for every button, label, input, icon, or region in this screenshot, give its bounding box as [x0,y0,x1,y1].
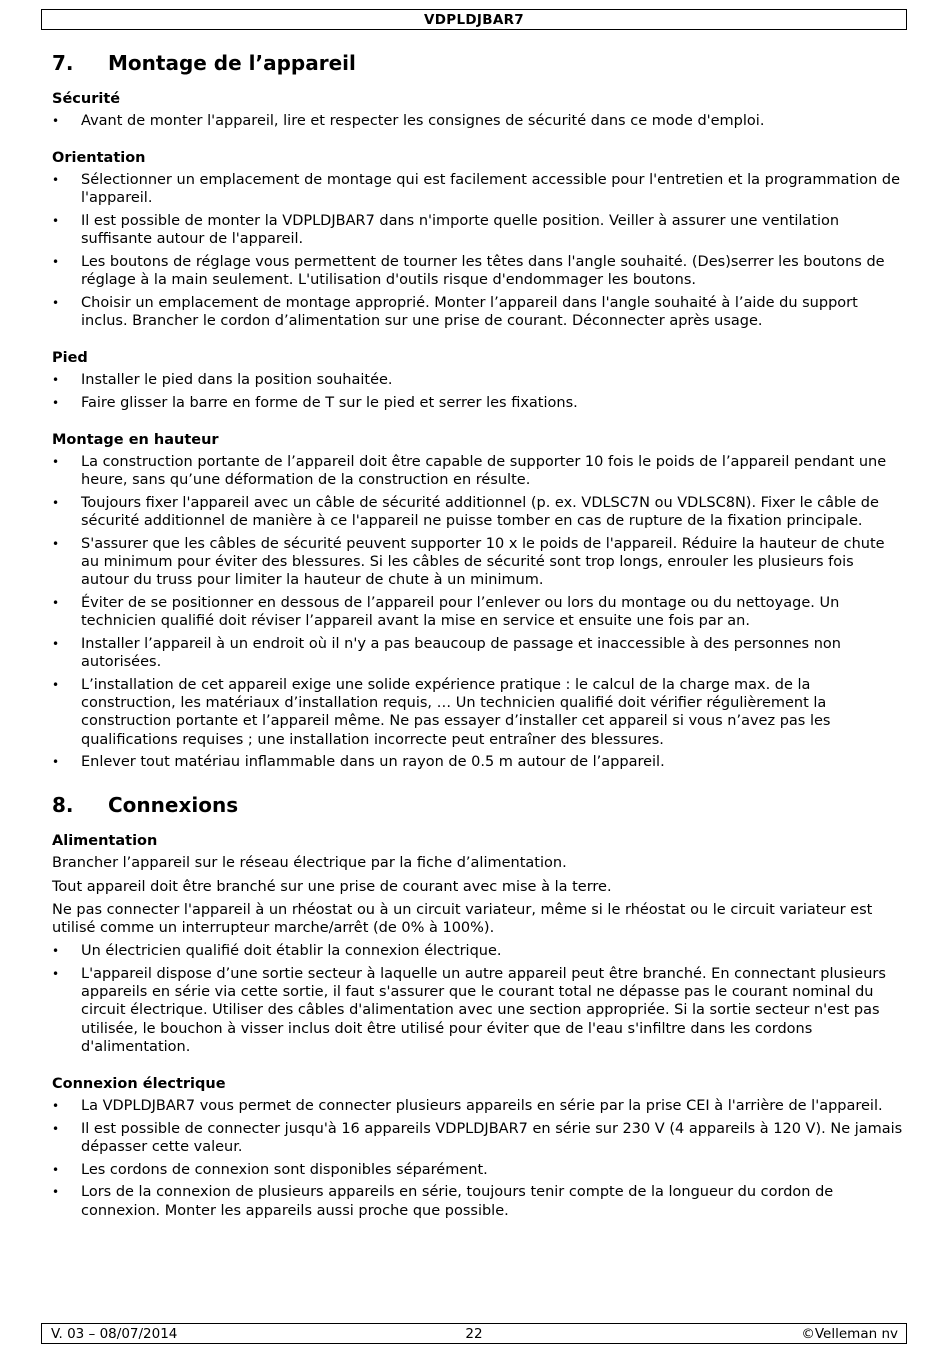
bullet-icon: • [52,967,60,981]
list-item [52,1161,904,1179]
page-header [41,9,907,30]
list-item [52,1183,904,1219]
bullet-icon: • [52,496,60,511]
list-item-text: Enlever tout matériau inflammable dans un rayon de 0.5 m autour de l’appareil. [81,754,665,771]
bullet-list [52,942,904,1056]
bullet-icon: • [52,255,60,270]
bullet-list [52,112,904,130]
bullet-icon: • [52,637,60,652]
list-item-text: Un électricien qualifié doit établir la connexion électrique. [81,943,502,960]
bullet-icon: • [52,677,60,692]
list-item [52,535,904,590]
list-item [52,253,904,289]
section-8-heading [52,790,904,820]
list-item-text: L'appareil dispose d’une sortie secteur à laquelle un autre appareil peut être branché. En connectant plusieurs appareils en série via cette sortie, il faut s'assurer que le courant total ne dépasse pas le courant nominal du circuit électrique. Utiliser des câbles d'alimentation avec une section appropriée. Si la sortie secteur n'est pas utilisée, le bouchon à visser inclus doit être utilisé pour éviter que de l'eau s'infiltre dans les cordons d'alimentation. [81,966,886,1055]
list-item [52,171,904,207]
list-item [52,594,904,630]
footer-page-number: 22 [465,1326,483,1342]
subsection-title: Connexion électrique [52,1076,226,1093]
subsection-title: Montage en hauteur [52,432,219,449]
list-item-text: L’installation de cet appareil exige une solide expérience pratique : le calcul de la charge max. de la construction, les matériaux d’installation requis, … Un technicien qualifié doit vérifier régulièrement la construction portante et l’appareil même. Ne pas essayer d’installer cet appareil si vous n’avez pas les qualifications requises ; une installation incorrecte peut entraîner des blessures. [81,676,831,748]
bullet-icon: • [52,1162,60,1177]
page-content [52,48,904,1239]
bullet-icon: • [52,1099,60,1114]
list-item-text: Avant de monter l'appareil, lire et respecter les consignes de sécurité dans ce mode d'emploi. [81,113,765,129]
list-item [52,635,904,671]
list-item-text: Lors de la connexion de plusieurs appareils en série, toujours tenir compte de la longueur du cordon de connexion. Monter les appareils aussi proche que possible. [81,1184,834,1219]
list-item [52,1097,904,1115]
list-item [52,676,904,749]
list-item [52,753,904,771]
list-item-text: Il est possible de connecter jusqu'à 16 appareils VDPLDJBAR7 en série sur 230 V (4 appareils à 120 V). Ne jamais dépasser cette valeur. [81,1120,903,1155]
list-item [52,453,904,489]
bullet-icon: • [52,214,60,229]
list-item-text: Toujours fixer l'appareil avec un câble de sécurité additionnel (p. ex. VDLSC7N ou VDLSC8N). Fixer le câble de sécurité additionnel de manière à ce l'appareil ne puisse tomber en cas de rupture de la fixation principale. [81,495,879,530]
footer-copyright: ©Velleman nv [801,1326,898,1342]
header-model: VDPLDJBAR7 [424,12,524,28]
list-item [52,494,904,530]
list-item-text: Il est possible de monter la VDPLDJBAR7 dans n'importe quelle position. Veiller à assurer une ventilation suffisante autour de l'appareil. [81,213,840,248]
bullet-icon: • [52,373,60,388]
list-item-text: Choisir un emplacement de montage approprié. Monter l’appareil dans l'angle souhaité à l’aide du support inclus. Brancher le cordon d’alimentation sur une prise de courant. Déconnecter après usage. [81,294,858,330]
bullet-icon: • [52,755,60,770]
list-item-text: Faire glisser la barre en forme de T sur le pied et serrer les fixations. [81,395,578,412]
subsection-title: Alimentation [52,833,158,850]
bullet-list [52,453,904,771]
bullet-icon: • [52,173,60,188]
list-item-text: Les cordons de connexion sont disponibles séparément. [81,1161,488,1178]
list-item [52,394,904,412]
section-7-heading [52,48,904,78]
list-item [52,942,904,960]
list-item-text: Installer l’appareil à un endroit où il n'y a pas beaucoup de passage et inaccessible à des personnes non autorisées. [81,636,841,671]
list-item-text: La construction portante de l’appareil doit être capable de supporter 10 fois le poids de l’appareil pendant une heure, sans qu’une déformation de la construction en résulte. [81,454,887,489]
bullet-icon: • [52,396,60,411]
paragraph: Brancher l’appareil sur le réseau électrique par la fiche d’alimentation. [52,855,567,872]
section-title: Connexions [108,793,239,818]
list-item [52,1120,904,1156]
page-footer [41,1323,907,1344]
bullet-icon: • [52,944,60,959]
section-number: 7. [52,51,74,75]
section-number: 8. [52,793,74,818]
bullet-icon: • [52,295,60,310]
section-title: Montage de l’appareil [108,51,356,75]
list-item [52,294,904,330]
paragraph: Ne pas connecter l'appareil à un rhéostat ou à un circuit variateur, même si le rhéostat ou le circuit variateur est utilisé comme un interrupteur marche/arrêt (de 0% à 100%). [52,901,873,937]
bullet-list [52,371,904,412]
bullet-icon: • [52,114,60,128]
list-item [52,371,904,389]
list-item [52,112,904,130]
bullet-icon: • [52,455,60,470]
list-item-text: Éviter de se positionner en dessous de l’appareil pour l’enlever ou lors du montage ou du nettoyage. Un technicien qualifié doit réviser l’appareil avant la mise en service et ensuite une fois par an. [81,595,840,630]
footer-version: V. 03 – 08/07/2014 [51,1326,178,1342]
bullet-icon: • [52,1185,60,1200]
list-item-text: Installer le pied dans la position souhaitée. [81,372,393,389]
list-item [52,965,904,1056]
subsection-title: Sécurité [52,91,121,107]
bullet-icon: • [52,596,60,611]
list-item-text: Sélectionner un emplacement de montage qui est facilement accessible pour l'entretien et la programmation de l'appareil. [81,172,901,207]
bullet-icon: • [52,1121,60,1136]
bullet-icon: • [52,537,60,552]
subsection-title: Pied [52,350,88,367]
list-item-text: S'assurer que les câbles de sécurité peuvent supporter 10 x le poids de l'appareil. Réduire la hauteur de chute au minimum pour éviter des blessures. Si les câbles de sécurité sont trop longs, enrouler les plusieurs fois autour du truss pour limiter la hauteur de chute à un minimum. [81,536,885,589]
bullet-list [52,171,904,330]
list-item [52,212,904,248]
list-item-text: Les boutons de réglage vous permettent de tourner les têtes dans l'angle souhaité. (Des)serrer les boutons de réglage à la main seulement. L'utilisation d'outils risque d'endommager les boutons. [81,254,885,289]
subsection-title: Orientation [52,150,146,167]
bullet-list [52,1097,904,1220]
paragraph: Tout appareil doit être branché sur une prise de courant avec mise à la terre. [52,878,612,895]
list-item-text: La VDPLDJBAR7 vous permet de connecter plusieurs appareils en série par la prise CEI à l'arrière de l'appareil. [81,1098,883,1115]
